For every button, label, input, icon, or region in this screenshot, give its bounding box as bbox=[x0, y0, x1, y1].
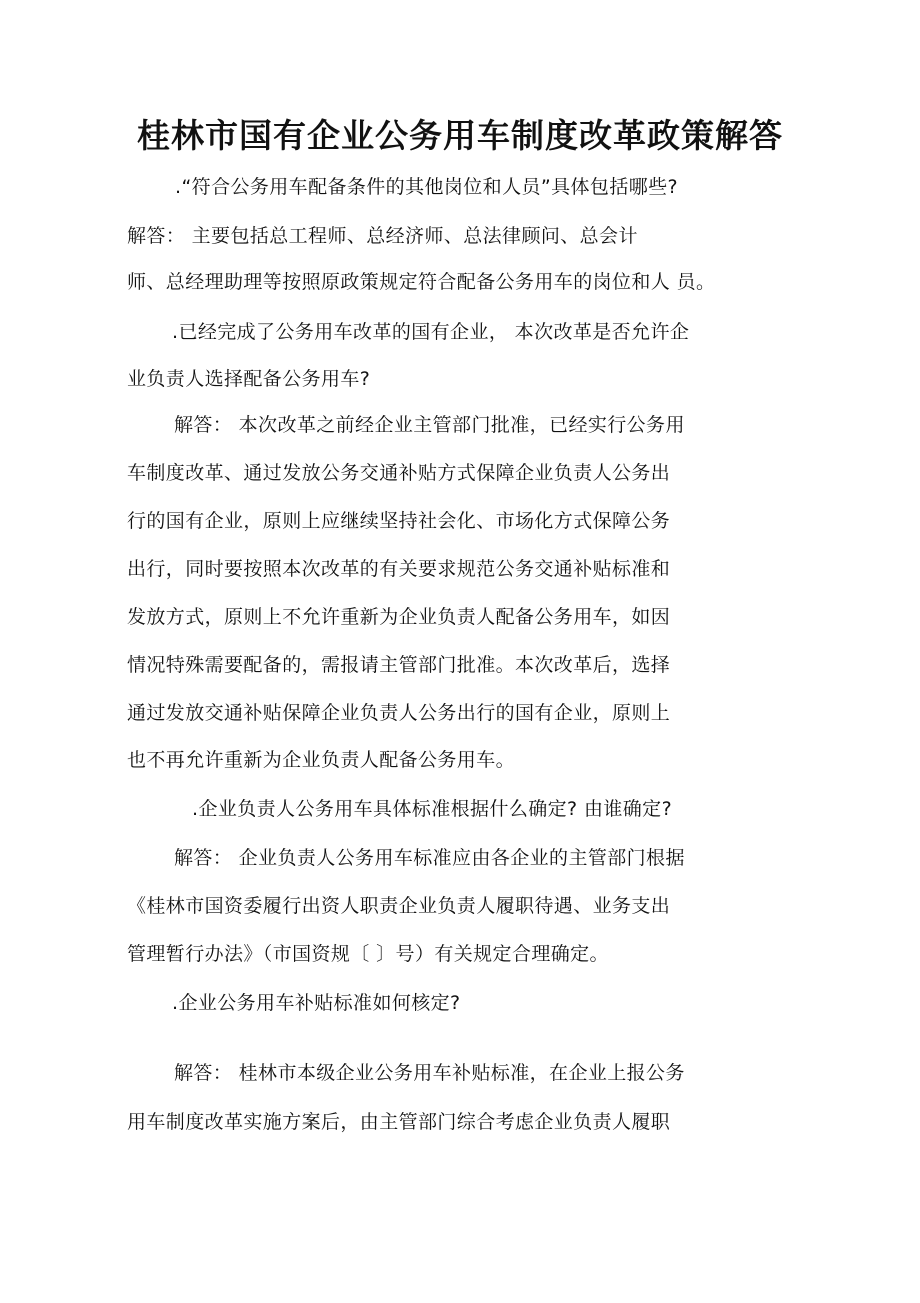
answer-2-line-8: 也不再允许重新为企业负责人配备公务用车。 bbox=[127, 749, 516, 771]
answer-1-line-1: 解答： 主要包括总工程师、总经济师、总法律顾问、总会计 bbox=[127, 225, 638, 247]
answer-3-line-3: 管理暂行办法》（市国资规〔 〕号）有关规定合理确定。 bbox=[127, 943, 609, 965]
answer-4-line-2: 用车制度改革实施方案后，由主管部门综合考虑企业负责人履职 bbox=[127, 1111, 671, 1133]
answer-2-line-3: 行的国有企业，原则上应继续坚持社会化、市场化方式保障公务 bbox=[127, 510, 671, 532]
document-title: 桂林市国有企业公务用车制度改革政策解答 bbox=[137, 116, 783, 155]
answer-1-line-2: 师、总经理助理等按照原政策规定符合配备公务用车的岗位和人 员。 bbox=[127, 271, 716, 293]
question-4: .企业公务用车补贴标准如何核定? bbox=[172, 992, 461, 1014]
answer-2-line-7: 通过发放交通补贴保障企业负责人公务出行的国有企业，原则上 bbox=[127, 702, 671, 724]
question-2-line-2: 业负责人选择配备公务用车? bbox=[127, 368, 371, 390]
answer-4-line-1: 解答： 桂林市本级企业公务用车补贴标准，在企业上报公务 bbox=[174, 1062, 685, 1084]
answer-3-line-2: 《桂林市国资委履行出资人职责企业负责人履职待遇、业务支出 bbox=[127, 895, 671, 917]
answer-2-line-4: 出行，同时要按照本次改革的有关要求规范公务交通补贴标准和 bbox=[127, 558, 671, 580]
answer-2-line-2: 车制度改革、通过发放公务交通补贴方式保障企业负责人公务出 bbox=[127, 462, 671, 484]
answer-2-line-1: 解答： 本次改革之前经企业主管部门批准，已经实行公务用 bbox=[174, 414, 685, 436]
question-3: .企业负责人公务用车具体标准根据什么确定? 由谁确定? bbox=[192, 798, 673, 820]
answer-2-line-5: 发放方式，原则上不允许重新为企业负责人配备公务用车，如因 bbox=[127, 606, 671, 628]
question-2-line-1: .已经完成了公务用车改革的国有企业， 本次改革是否允许企 bbox=[172, 321, 690, 343]
question-1: .“符合公务用车配备条件的其他岗位和人员”具体包括哪些? bbox=[175, 176, 679, 198]
answer-3-line-1: 解答： 企业负责人公务用车标准应由各企业的主管部门根据 bbox=[174, 847, 685, 869]
answer-2-line-6: 情况特殊需要配备的，需报请主管部门批准。本次改革后，选择 bbox=[127, 654, 671, 676]
